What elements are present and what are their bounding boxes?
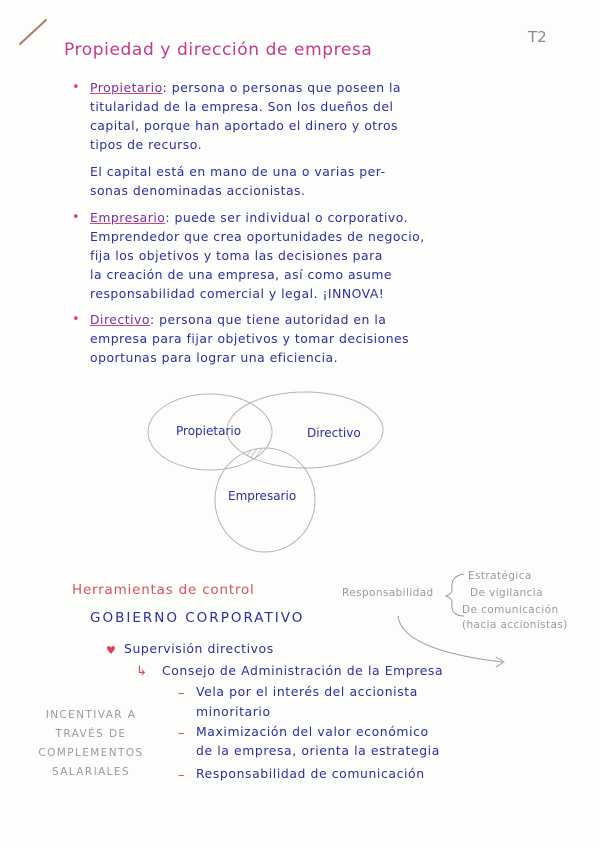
side-note-line: TRAVÉS DE (55, 728, 127, 740)
consejo-item: Consejo de Administración de la Empresa (162, 663, 444, 678)
section-line: oportunas para lograr una eficiencia. (90, 350, 339, 365)
tools-heading: Herramientas de control (72, 582, 255, 598)
side-note-line: SALARIALES (51, 766, 131, 778)
section-text: puede ser individual o corporativo. (174, 210, 409, 225)
side-note-line: COMPLEMENTOS (38, 747, 144, 759)
responsabilidad-branch: (hacia accionistas) (462, 619, 568, 631)
consejo-subitem: minoritario (196, 704, 271, 719)
section-line: El capital está en mano de una o varias per- (90, 164, 386, 179)
section-empresario (90, 208, 510, 303)
section-line: Propietario: persona o personas que poseen la (90, 80, 402, 95)
section-text: persona o personas que poseen la (171, 80, 402, 95)
responsabilidad-branch: De comunicación (462, 604, 559, 616)
arrow-right-icon: ↳ (136, 664, 147, 679)
curved-arrow-icon (392, 610, 512, 670)
section-line: sonas denominadas accionistas. (90, 183, 306, 198)
dash-bullet-icon: – (178, 726, 185, 741)
section-line: responsabilidad comercial y legal. ¡INNOVA! (90, 286, 385, 301)
responsabilidad-branch: De vigilancia (470, 587, 543, 599)
responsabilidad-branch: Estratégica (468, 570, 532, 582)
section-term: Directivo (90, 312, 150, 327)
consejo-subitem: de la empresa, orienta la estrategia (196, 743, 440, 758)
section-line: fija los objetivos y toma las decisiones para (90, 248, 383, 263)
side-note-line: INCENTIVAR A (45, 709, 137, 721)
section-line: la creación de una empresa, así como asume (90, 267, 393, 282)
page-title: Propiedad y dirección de empresa (64, 40, 373, 60)
venn-label-propietario: Propietario (176, 424, 242, 438)
dash-bullet-icon: – (178, 768, 185, 783)
section-line: Directivo: persona que tiene autoridad en la (90, 312, 387, 327)
consejo-subitem: Responsabilidad de comunicación (196, 766, 425, 781)
consejo-subitem: Maximización del valor económico (196, 724, 429, 739)
section-line: capital, porque han aportado el dinero y otros (90, 118, 398, 133)
bullet-dot-icon: • (72, 312, 80, 327)
tools-subheading: GOBIERNO CORPORATIVO (90, 610, 305, 626)
consejo-subitem: Vela por el interés del accionista (196, 684, 418, 699)
section-line: Empresario: puede ser individual o corporativo. (90, 210, 409, 225)
dash-bullet-icon: – (178, 686, 185, 701)
section-term: Propietario (90, 80, 163, 95)
section-line: tipos de recurso. (90, 137, 203, 152)
heart-bullet-icon: ♥ (106, 644, 116, 657)
section-term: Empresario (90, 210, 166, 225)
supervision-item: Supervisión directivos (124, 641, 274, 656)
section-line: Emprendedor que crea oportunidades de negocio, (90, 229, 425, 244)
venn-diagram (140, 385, 400, 560)
section-line: titularidad de la empresa. Son los dueños del (90, 99, 394, 114)
section-text: persona que tiene autoridad en la (159, 312, 387, 327)
section-directivo (90, 310, 510, 367)
side-note (36, 706, 146, 782)
section-propietario-extra (90, 162, 510, 200)
section-line: empresa para fijar objetivos y tomar decisiones (90, 331, 410, 346)
venn-label-empresario: Empresario (228, 489, 297, 503)
bullet-dot-icon: • (72, 80, 80, 95)
section-propietario (90, 78, 510, 154)
pencil-mark-icon (16, 14, 50, 48)
venn-label-directivo: Directivo (307, 426, 361, 440)
bullet-dot-icon: • (72, 210, 80, 225)
page-number: T2 (528, 28, 547, 46)
responsabilidad-label: Responsabilidad (342, 587, 434, 599)
